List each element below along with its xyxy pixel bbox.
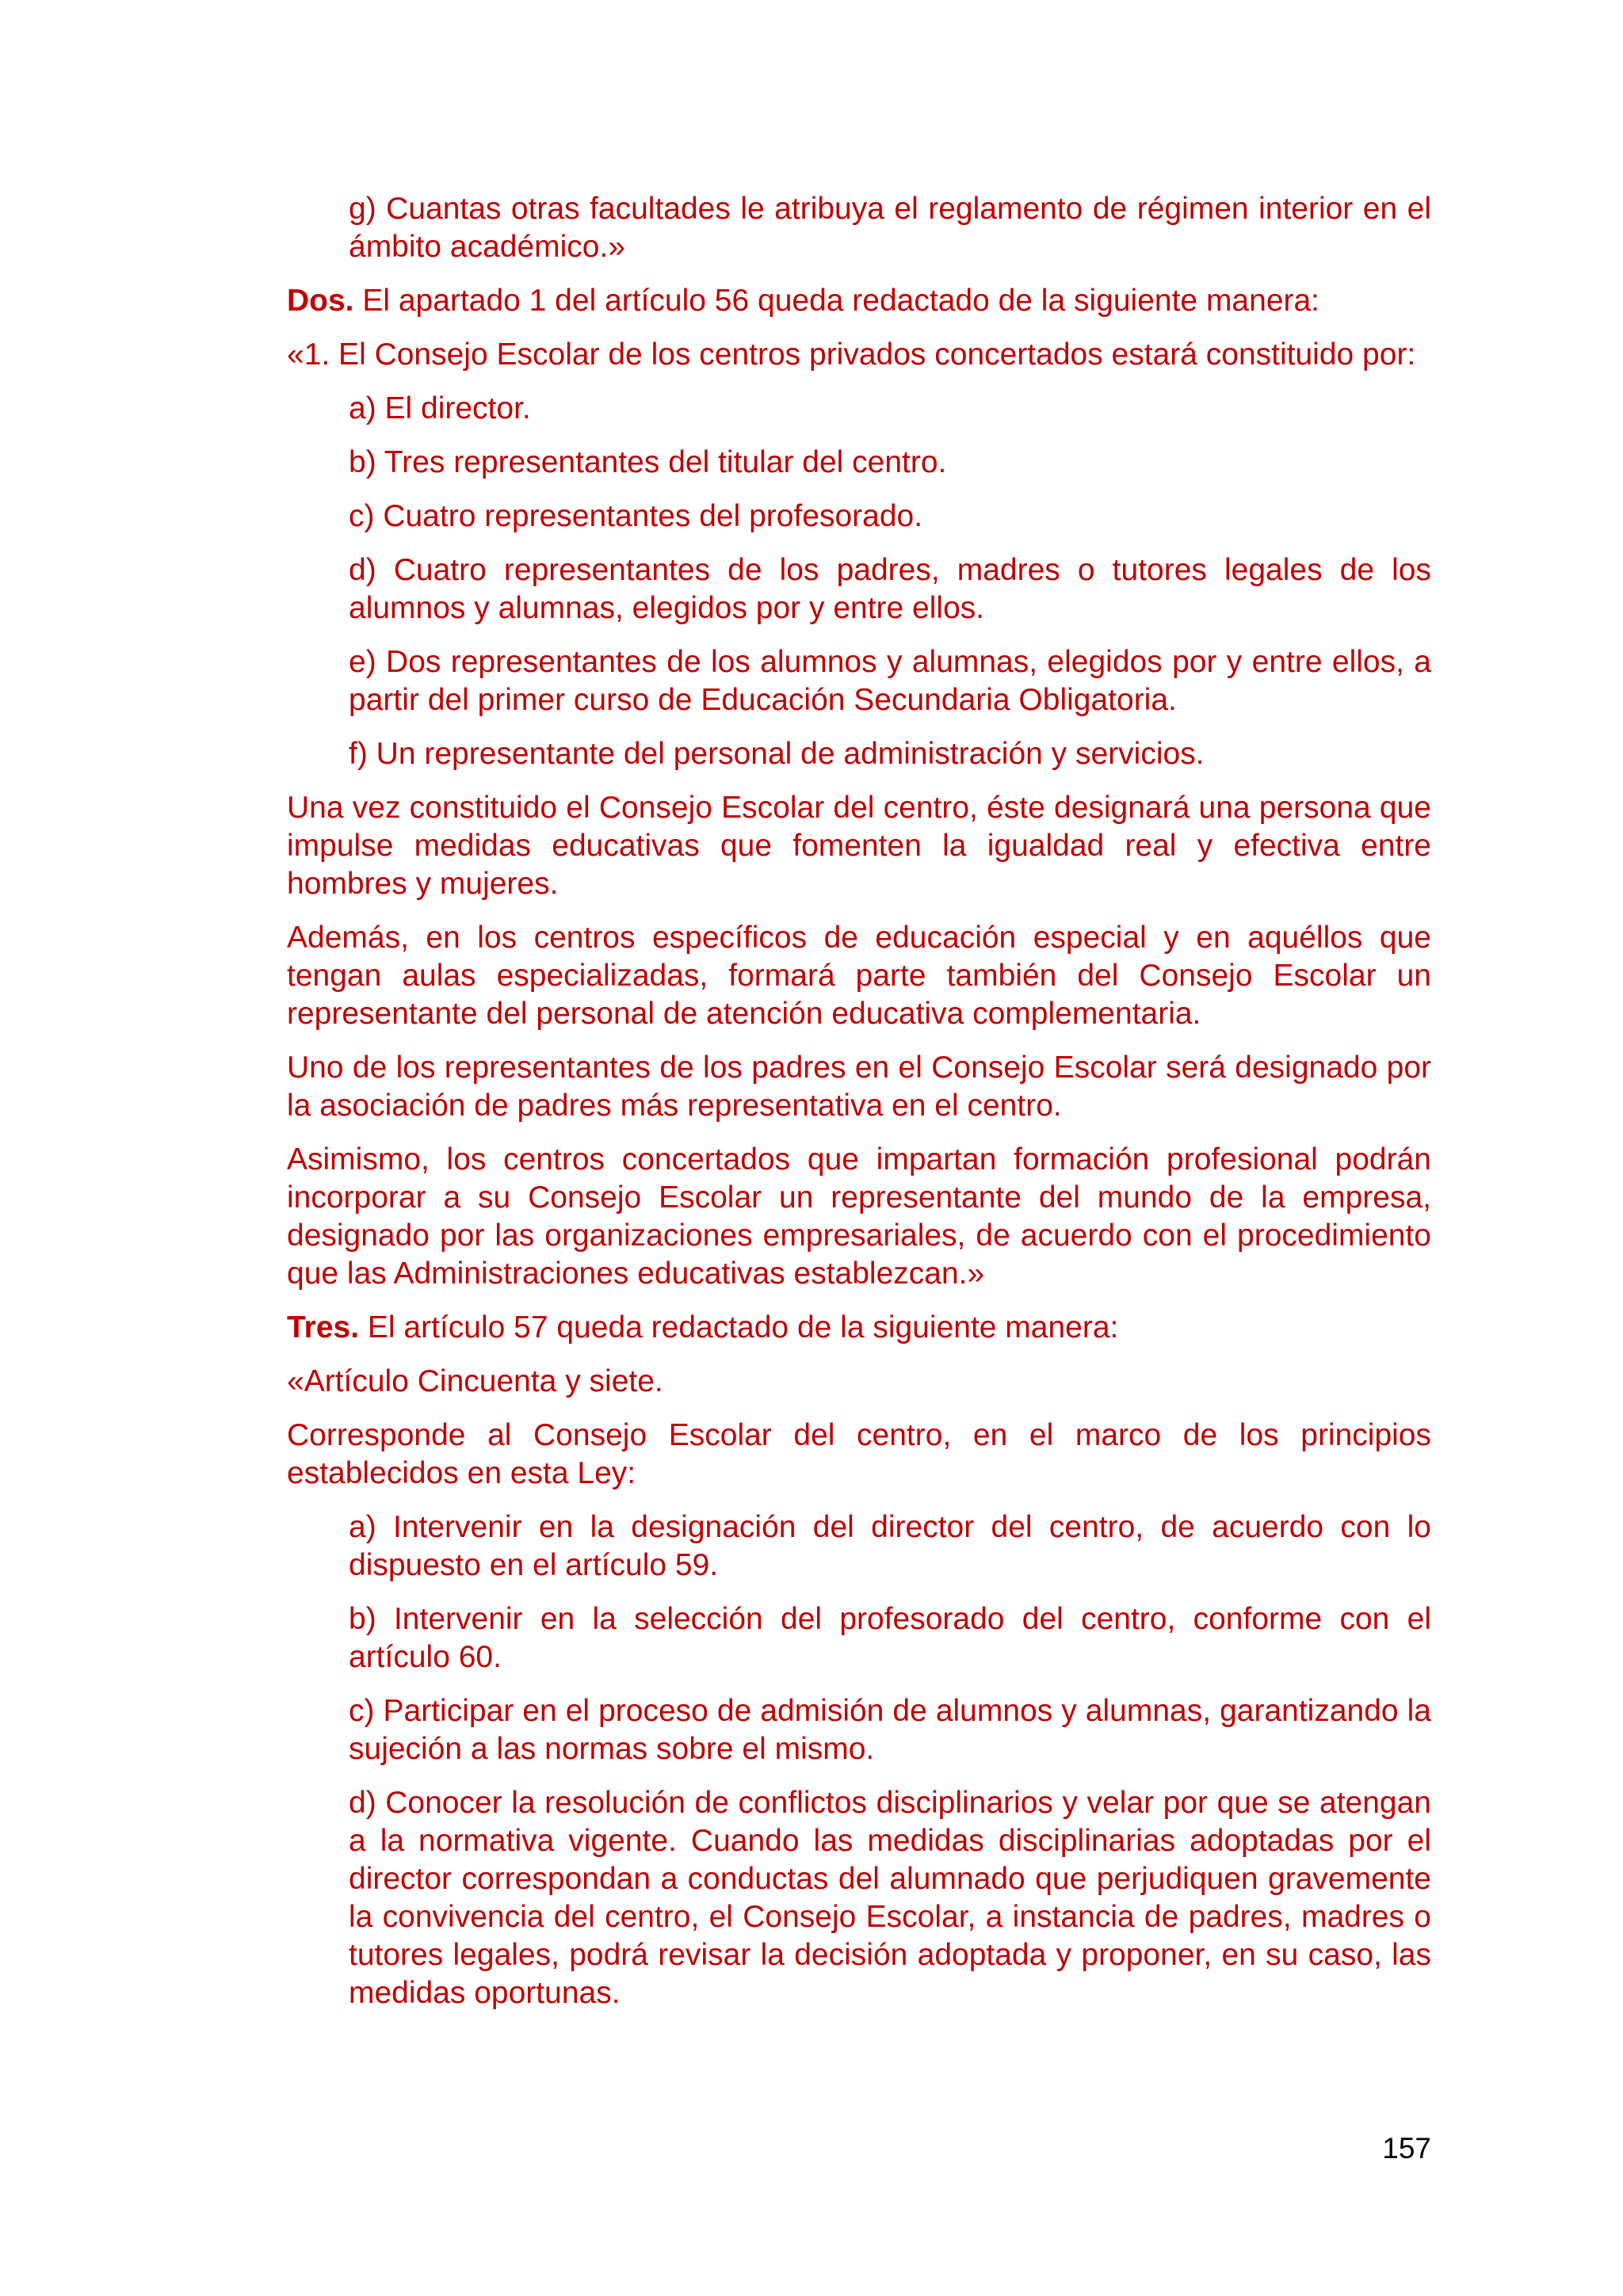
page-number: 157 [1382, 2132, 1431, 2164]
paragraph-text: e) Dos representantes de los alumnos y alumnas, elegidos por y entre ellos, a partir del primer curso de Educación Secundaria Obligatoria. [349, 645, 1431, 717]
paragraph-consejo-intro [287, 336, 1431, 374]
paragraph-articulo-title [287, 1363, 1431, 1401]
paragraph-text: a) El director. [349, 391, 531, 425]
paragraph-formacion-profesional [287, 1141, 1431, 1293]
list-item-b-intervenir [349, 1600, 1431, 1676]
paragraph-text: c) Cuatro representantes del profesorado. [349, 499, 923, 533]
paragraph-educacion-especial [287, 919, 1431, 1033]
paragraph-tres [287, 1309, 1431, 1347]
paragraph-text: Asimismo, los centros concertados que impartan formación profesional podrán incorporar a su Consejo Escolar un representante del mundo de la empresa, designado por las organizaciones empresariales, de acuerdo con el procedimiento que las Administraciones educativas establezcan.» [287, 1142, 1431, 1291]
paragraph-text: Corresponde al Consejo Escolar del centro, en el marco de los principios establecidos en esta Ley: [287, 1418, 1431, 1490]
paragraph-text: d) Conocer la resolución de conflictos disciplinarios y velar por que se atengan a la normativa vigente. Cuando las medidas disciplinarias adoptadas por el director correspondan a conductas del alumnado que perjudiquen gravemente la convivencia del centro, el Consejo Escolar, a instancia de padres, madres o tutores legales, podrá revisar la decisión adoptada y proponer, en su caso, las medidas oportunas. [349, 1786, 1431, 2010]
paragraph-text: a) Intervenir en la designación del director del centro, de acuerdo con lo dispuesto en el artículo 59. [349, 1510, 1431, 1582]
section-lead-tres: Tres. [287, 1310, 360, 1344]
paragraph-text: d) Cuatro representantes de los padres, madres o tutores legales de los alumnos y alumnas, elegidos por y entre ellos. [349, 553, 1431, 625]
list-item-a [349, 390, 1431, 428]
paragraph-dos [287, 282, 1431, 320]
list-item-a-intervenir [349, 1508, 1431, 1585]
section-lead-dos: Dos. [287, 284, 354, 318]
paragraph-text: El artículo 57 queda redactado de la siguiente manera: [359, 1310, 1119, 1344]
list-item-e [349, 643, 1431, 719]
paragraph-text: Además, en los centros específicos de educación especial y en aquéllos que tengan aulas especializadas, formará parte también del Consejo Escolar un representante del personal de atención educativa complementaria. [287, 921, 1431, 1031]
list-item-d-conocer [349, 1784, 1431, 2012]
paragraph-text: b) Intervenir en la selección del profesorado del centro, conforme con el artículo 60. [349, 1602, 1431, 1674]
list-item-d [349, 551, 1431, 627]
paragraph-item-g [349, 190, 1431, 266]
list-item-f [349, 735, 1431, 773]
list-item-b [349, 444, 1431, 482]
paragraph-igualdad [287, 789, 1431, 903]
list-item-c-participar [349, 1692, 1431, 1768]
paragraph-text: «Artículo Cincuenta y siete. [287, 1364, 663, 1398]
paragraph-text: b) Tres representantes del titular del centro. [349, 445, 947, 479]
paragraph-text: Una vez constituido el Consejo Escolar del centro, éste designará una persona que impulse medidas educativas que fomenten la igualdad real y efectiva entre hombres y mujeres. [287, 791, 1431, 901]
paragraph-text: «1. El Consejo Escolar de los centros privados concertados estará constituido por: [287, 338, 1416, 372]
paragraph-text: g) Cuantas otras facultades le atribuya el reglamento de régimen interior en el ámbito académico.» [349, 192, 1431, 264]
paragraph-text: El apartado 1 del artículo 56 queda redactado de la siguiente manera: [353, 284, 1320, 318]
document-body [287, 190, 1431, 2028]
paragraph-text: Uno de los representantes de los padres en el Consejo Escolar será designado por la asociación de padres más representativa en el centro. [287, 1051, 1431, 1123]
list-item-c [349, 498, 1431, 536]
paragraph-corresponde [287, 1417, 1431, 1493]
paragraph-text: c) Participar en el proceso de admisión de alumnos y alumnas, garantizando la sujeción a las normas sobre el mismo. [349, 1694, 1431, 1766]
paragraph-text: f) Un representante del personal de administración y servicios. [349, 737, 1205, 771]
paragraph-asociacion-padres [287, 1049, 1431, 1125]
